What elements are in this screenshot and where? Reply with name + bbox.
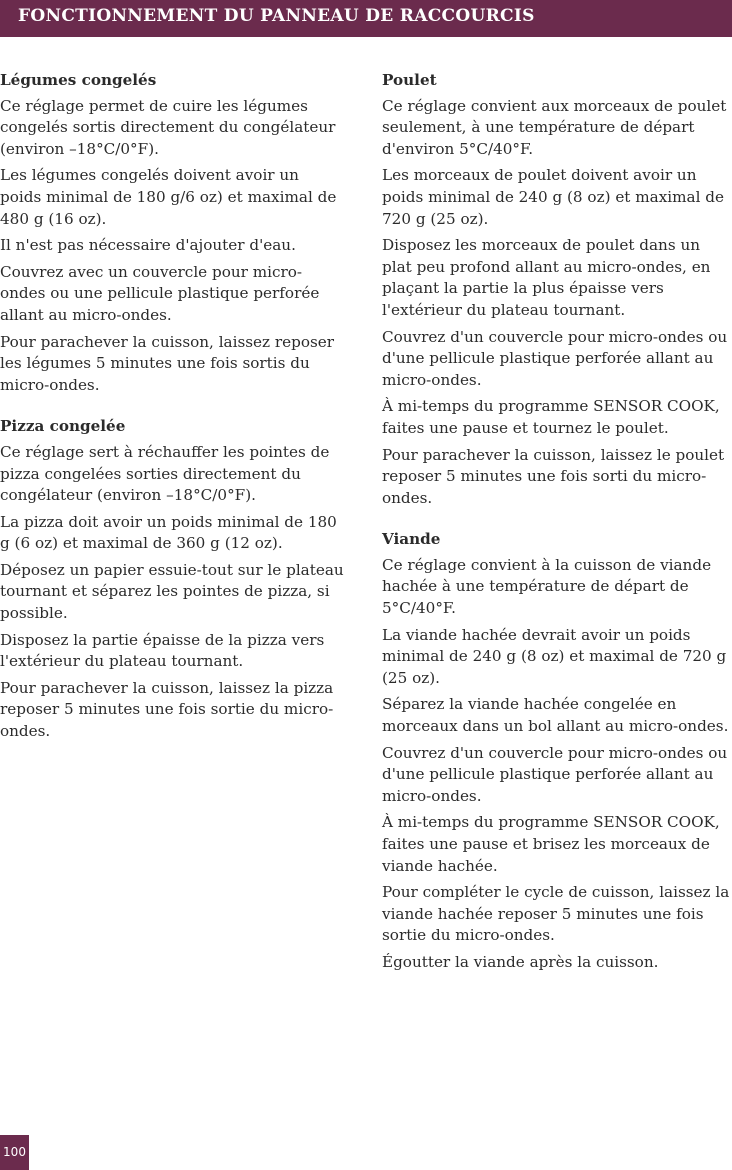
paragraph: Disposez la partie épaisse de la pizza vers l'extérieur du plateau tournant.: [0, 630, 325, 671]
paragraph: Pour compléter le cycle de cuisson, laissez la viande hachée reposer 5 minutes une fois sortie du micro-ondes.: [382, 883, 730, 945]
section-frozen-pizza: [0, 416, 345, 742]
header-title: FONCTIONNEMENT DU PANNEAU DE RACCOURCIS: [18, 6, 535, 26]
paragraph: Déposez un papier essuie-tout sur le plateau tournant et séparez les pointes de pizza, si possible.: [0, 560, 344, 623]
section-title: Viande: [382, 530, 441, 549]
paragraph: Couvrez d'un couvercle pour micro-ondes ou d'une pellicule plastique perforée allant au micro-ondes.: [382, 743, 728, 805]
paragraph: À mi-temps du programme SENSOR COOK, faites une pause et tournez le poulet.: [382, 397, 720, 437]
paragraph: Les légumes congelés doivent avoir un poids minimal de 180 g/6 oz) et maximal de 480 g (16 oz).: [0, 166, 337, 228]
left-column: [0, 70, 345, 763]
paragraph: Pour parachever la cuisson, laissez reposer les légumes 5 minutes une fois sortis du micro-ondes.: [0, 332, 335, 394]
paragraph: Les morceaux de poulet doivent avoir un poids minimal de 240 g (8 oz) et maximal de 720 g (25 oz).: [382, 166, 724, 228]
paragraph: Couvrez avec un couvercle pour micro-ondes ou une pellicule plastique perforée allant au micro-ondes.: [0, 262, 320, 324]
page-number-label: 100: [3, 1145, 26, 1159]
section-title: Poulet: [382, 71, 437, 89]
section-chicken: [382, 70, 732, 509]
paragraph: Ce réglage permet de cuire les légumes congelés sortis directement du congélateur (environ –18°C/0°F).: [0, 96, 336, 158]
paragraph: La pizza doit avoir un poids minimal de 180 g (6 oz) et maximal de 360 g (12 oz).: [0, 512, 337, 553]
paragraph: La viande hachée devrait avoir un poids minimal de 240 g (8 oz) et maximal de 720 g (25 oz).: [382, 625, 727, 687]
right-column: [382, 70, 732, 994]
paragraph: Égoutter la viande après la cuisson.: [382, 952, 659, 971]
page-number: [0, 1135, 29, 1170]
paragraph: Couvrez d'un couvercle pour micro-ondes ou d'une pellicule plastique perforée allant au micro-ondes.: [382, 327, 728, 389]
section-title: Pizza congelée: [0, 417, 126, 436]
paragraph: À mi-temps du programme SENSOR COOK, faites une pause et brisez les morceaux de viande hachée.: [382, 813, 720, 875]
section-frozen-vegetables: [0, 70, 345, 396]
paragraph: Ce réglage convient aux morceaux de poulet seulement, à une température de départ d'environ 5°C/40°F.: [382, 96, 727, 158]
paragraph: Il n'est pas nécessaire d'ajouter d'eau.: [0, 236, 296, 255]
section-title: Légumes congelés: [0, 71, 157, 89]
paragraph: Ce réglage sert à réchauffer les pointes de pizza congelées sorties directement du congélateur (environ –18°C/0°F).: [0, 442, 330, 505]
paragraph: Ce réglage convient à la cuisson de viande hachée à une température de départ de 5°C/40°F.: [382, 555, 712, 618]
paragraph: Pour parachever la cuisson, laissez le poulet reposer 5 minutes une fois sorti du micro-ondes.: [382, 445, 725, 507]
section-meat: [382, 529, 732, 973]
paragraph: Disposez les morceaux de poulet dans un plat peu profond allant au micro-ondes, en plaçant la partie la plus épaisse vers l'extérieur du plateau tournant.: [382, 236, 711, 319]
page-header: [0, 0, 732, 37]
paragraph: Séparez la viande hachée congelée en morceaux dans un bol allant au micro-ondes.: [382, 695, 729, 736]
paragraph: Pour parachever la cuisson, laissez la pizza reposer 5 minutes une fois sortie du micro-ondes.: [0, 678, 334, 741]
